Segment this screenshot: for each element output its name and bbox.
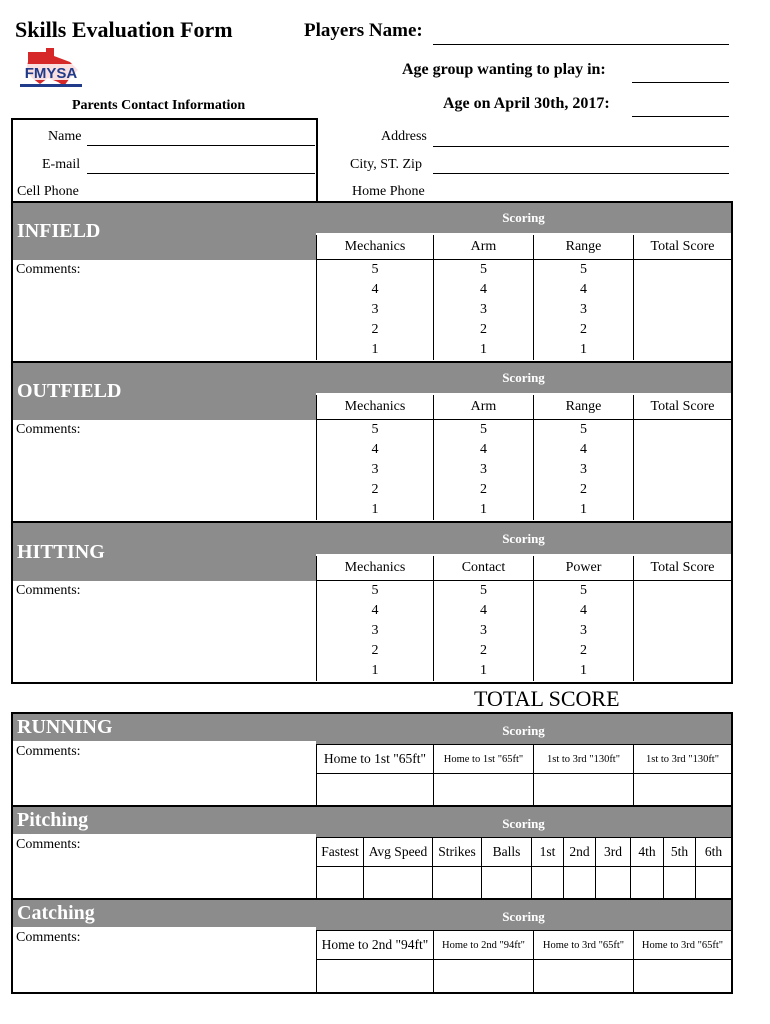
age-group-label: Age group wanting to play in: xyxy=(402,61,606,78)
hitting-contact-2[interactable]: 2 xyxy=(434,641,534,661)
running-input-2[interactable] xyxy=(434,774,534,806)
outfield-arm-3[interactable]: 3 xyxy=(434,460,534,480)
running-input-4[interactable] xyxy=(634,774,732,806)
infield-mechanics-4[interactable]: 4 xyxy=(317,280,434,300)
outfield-range-1[interactable]: 1 xyxy=(534,500,634,520)
name-label: Name xyxy=(48,129,82,144)
infield-range-1[interactable]: 1 xyxy=(534,340,634,360)
pitching-col-5th: 5th xyxy=(664,838,696,867)
hitting-comments-label: Comments: xyxy=(16,583,81,598)
pitching-col-3rd: 3rd xyxy=(596,838,631,867)
pitching-scoring-header: Scoring xyxy=(316,807,731,837)
infield-arm-2[interactable]: 2 xyxy=(434,320,534,340)
infield-comments-label: Comments: xyxy=(16,262,81,277)
infield-mechanics-1[interactable]: 1 xyxy=(317,340,434,360)
hitting-mechanics-4[interactable]: 4 xyxy=(317,601,434,621)
hitting-col-mechanics: Mechanics xyxy=(317,556,434,581)
outfield-total-cell[interactable] xyxy=(634,420,732,521)
running-title: RUNNING xyxy=(13,714,316,741)
pitching-col-1st: 1st xyxy=(532,838,564,867)
pitching-input-2nd[interactable] xyxy=(564,867,596,899)
hitting-power-2[interactable]: 2 xyxy=(534,641,634,661)
catching-input-2[interactable] xyxy=(434,960,534,993)
infield-title: INFIELD xyxy=(13,203,316,260)
catching-scoring-header: Scoring xyxy=(316,900,731,930)
running-scoring-header: Scoring xyxy=(316,714,731,744)
hitting-score-table xyxy=(316,556,731,681)
running-col-1st-3rd-b: 1st to 3rd "130ft" xyxy=(634,745,732,774)
pitching-comments-label: Comments: xyxy=(16,837,81,852)
infield-arm-3[interactable]: 3 xyxy=(434,300,534,320)
pitching-input-avg-speed[interactable] xyxy=(364,867,433,899)
pitching-input-6th[interactable] xyxy=(696,867,732,899)
pitching-input-5th[interactable] xyxy=(664,867,696,899)
city-state-zip-label: City, ST. Zip xyxy=(350,157,422,172)
hitting-mechanics-5[interactable]: 5 xyxy=(317,581,434,602)
parent-email-field[interactable] xyxy=(87,173,315,174)
running-score-table xyxy=(316,744,732,806)
pitching-col-avg-speed: Avg Speed xyxy=(364,838,433,867)
catching-col-home-3rd-a: Home to 3rd "65ft" xyxy=(534,931,634,960)
running-input-3[interactable] xyxy=(534,774,634,806)
outfield-comments-label: Comments: xyxy=(16,422,81,437)
infield-arm-4[interactable]: 4 xyxy=(434,280,534,300)
pitching-col-6th: 6th xyxy=(696,838,732,867)
pitching-input-4th[interactable] xyxy=(631,867,664,899)
hitting-total-cell[interactable] xyxy=(634,581,732,682)
outfield-col-arm: Arm xyxy=(434,395,534,420)
infield-col-total: Total Score xyxy=(634,235,732,260)
svg-text:FMYSA: FMYSA xyxy=(24,65,78,82)
hitting-title: HITTING xyxy=(13,523,316,581)
hitting-mechanics-2[interactable]: 2 xyxy=(317,641,434,661)
infield-mechanics-3[interactable]: 3 xyxy=(317,300,434,320)
address-label: Address xyxy=(381,129,427,144)
outfield-title: OUTFIELD xyxy=(13,363,316,420)
catching-col-home-3rd-b: Home to 3rd "65ft" xyxy=(634,931,732,960)
pitching-title: Pitching xyxy=(13,807,316,834)
running-col-home-1st-a: Home to 1st "65ft" xyxy=(317,745,434,774)
hitting-power-5[interactable]: 5 xyxy=(534,581,634,602)
pitching-col-strikes: Strikes xyxy=(433,838,482,867)
running-comments-label: Comments: xyxy=(16,744,81,759)
parents-contact-title: Parents Contact Information xyxy=(72,98,246,113)
outfield-score-table xyxy=(316,395,731,520)
hitting-power-3[interactable]: 3 xyxy=(534,621,634,641)
age-on-date-label: Age on April 30th, 2017: xyxy=(443,95,610,112)
hitting-power-4[interactable]: 4 xyxy=(534,601,634,621)
infield-mechanics-2[interactable]: 2 xyxy=(317,320,434,340)
total-score-label: TOTAL SCORE xyxy=(474,686,620,711)
city-state-zip-field[interactable] xyxy=(433,173,729,174)
infield-range-2[interactable]: 2 xyxy=(534,320,634,340)
pitching-score-table xyxy=(316,837,732,899)
infield-total-cell[interactable] xyxy=(634,260,732,361)
hitting-col-power: Power xyxy=(534,556,634,581)
infield-col-arm: Arm xyxy=(434,235,534,260)
hitting-contact-5[interactable]: 5 xyxy=(434,581,534,602)
infield-mechanics-5[interactable]: 5 xyxy=(317,260,434,281)
infield-arm-1[interactable]: 1 xyxy=(434,340,534,360)
pitching-section xyxy=(11,805,733,900)
outfield-mechanics-1[interactable]: 1 xyxy=(317,500,434,520)
infield-range-4[interactable]: 4 xyxy=(534,280,634,300)
hitting-scoring-header: Scoring xyxy=(316,523,731,554)
hitting-col-contact: Contact xyxy=(434,556,534,581)
pitching-input-strikes[interactable] xyxy=(433,867,482,899)
pitching-col-2nd: 2nd xyxy=(564,838,596,867)
outfield-scoring-header: Scoring xyxy=(316,363,731,393)
outfield-mechanics-4[interactable]: 4 xyxy=(317,440,434,460)
hitting-contact-1[interactable]: 1 xyxy=(434,661,534,681)
infield-col-mechanics: Mechanics xyxy=(317,235,434,260)
running-section xyxy=(11,712,733,807)
catching-score-table xyxy=(316,930,732,993)
outfield-section xyxy=(11,361,733,523)
fmysa-logo xyxy=(18,48,84,90)
infield-arm-5[interactable]: 5 xyxy=(434,260,534,281)
outfield-range-5[interactable]: 5 xyxy=(534,420,634,441)
catching-input-4[interactable] xyxy=(634,960,732,993)
running-col-1st-3rd-a: 1st to 3rd "130ft" xyxy=(534,745,634,774)
catching-col-home-2nd-b: Home to 2nd "94ft" xyxy=(434,931,534,960)
outfield-arm-5[interactable]: 5 xyxy=(434,420,534,441)
running-col-home-1st-b: Home to 1st "65ft" xyxy=(434,745,534,774)
outfield-mechanics-2[interactable]: 2 xyxy=(317,480,434,500)
outfield-range-3[interactable]: 3 xyxy=(534,460,634,480)
infield-range-3[interactable]: 3 xyxy=(534,300,634,320)
parent-name-field[interactable] xyxy=(87,145,315,146)
address-field[interactable] xyxy=(433,146,729,147)
infield-section xyxy=(11,201,733,363)
players-name-field[interactable] xyxy=(433,44,729,45)
hitting-mechanics-3[interactable]: 3 xyxy=(317,621,434,641)
hitting-power-1[interactable]: 1 xyxy=(534,661,634,681)
outfield-range-4[interactable]: 4 xyxy=(534,440,634,460)
pitching-input-balls[interactable] xyxy=(482,867,532,899)
hitting-section xyxy=(11,521,733,684)
infield-score-table xyxy=(316,235,731,360)
hitting-mechanics-1[interactable]: 1 xyxy=(317,661,434,681)
outfield-col-mechanics: Mechanics xyxy=(317,395,434,420)
outfield-range-2[interactable]: 2 xyxy=(534,480,634,500)
hitting-contact-3[interactable]: 3 xyxy=(434,621,534,641)
pitching-col-4th: 4th xyxy=(631,838,664,867)
catching-section xyxy=(11,898,733,994)
outfield-mechanics-3[interactable]: 3 xyxy=(317,460,434,480)
infield-col-range: Range xyxy=(534,235,634,260)
outfield-arm-4[interactable]: 4 xyxy=(434,440,534,460)
pitching-col-balls: Balls xyxy=(482,838,532,867)
players-name-label: Players Name: xyxy=(304,20,423,41)
hitting-contact-4[interactable]: 4 xyxy=(434,601,534,621)
catching-comments-label: Comments: xyxy=(16,930,81,945)
pitching-input-3rd[interactable] xyxy=(596,867,631,899)
catching-input-3[interactable] xyxy=(534,960,634,993)
infield-range-5[interactable]: 5 xyxy=(534,260,634,281)
catching-col-home-2nd-a: Home to 2nd "94ft" xyxy=(317,931,434,960)
cell-phone-label: Cell Phone xyxy=(17,184,79,199)
outfield-mechanics-5[interactable]: 5 xyxy=(317,420,434,441)
outfield-arm-2[interactable]: 2 xyxy=(434,480,534,500)
pitching-input-1st[interactable] xyxy=(532,867,564,899)
pitching-col-fastest: Fastest xyxy=(317,838,364,867)
infield-scoring-header: Scoring xyxy=(316,203,731,233)
catching-title: Catching xyxy=(13,900,316,927)
home-phone-label: Home Phone xyxy=(352,184,425,199)
age-on-date-field[interactable] xyxy=(632,116,729,117)
form-title: Skills Evaluation Form xyxy=(15,17,233,42)
email-label: E-mail xyxy=(42,157,81,172)
hitting-col-total: Total Score xyxy=(634,556,732,581)
pitching-input-fastest[interactable] xyxy=(317,867,364,899)
outfield-arm-1[interactable]: 1 xyxy=(434,500,534,520)
outfield-col-total: Total Score xyxy=(634,395,732,420)
outfield-col-range: Range xyxy=(534,395,634,420)
running-input-1[interactable] xyxy=(317,774,434,806)
age-group-field[interactable] xyxy=(632,82,729,83)
catching-input-1[interactable] xyxy=(317,960,434,993)
